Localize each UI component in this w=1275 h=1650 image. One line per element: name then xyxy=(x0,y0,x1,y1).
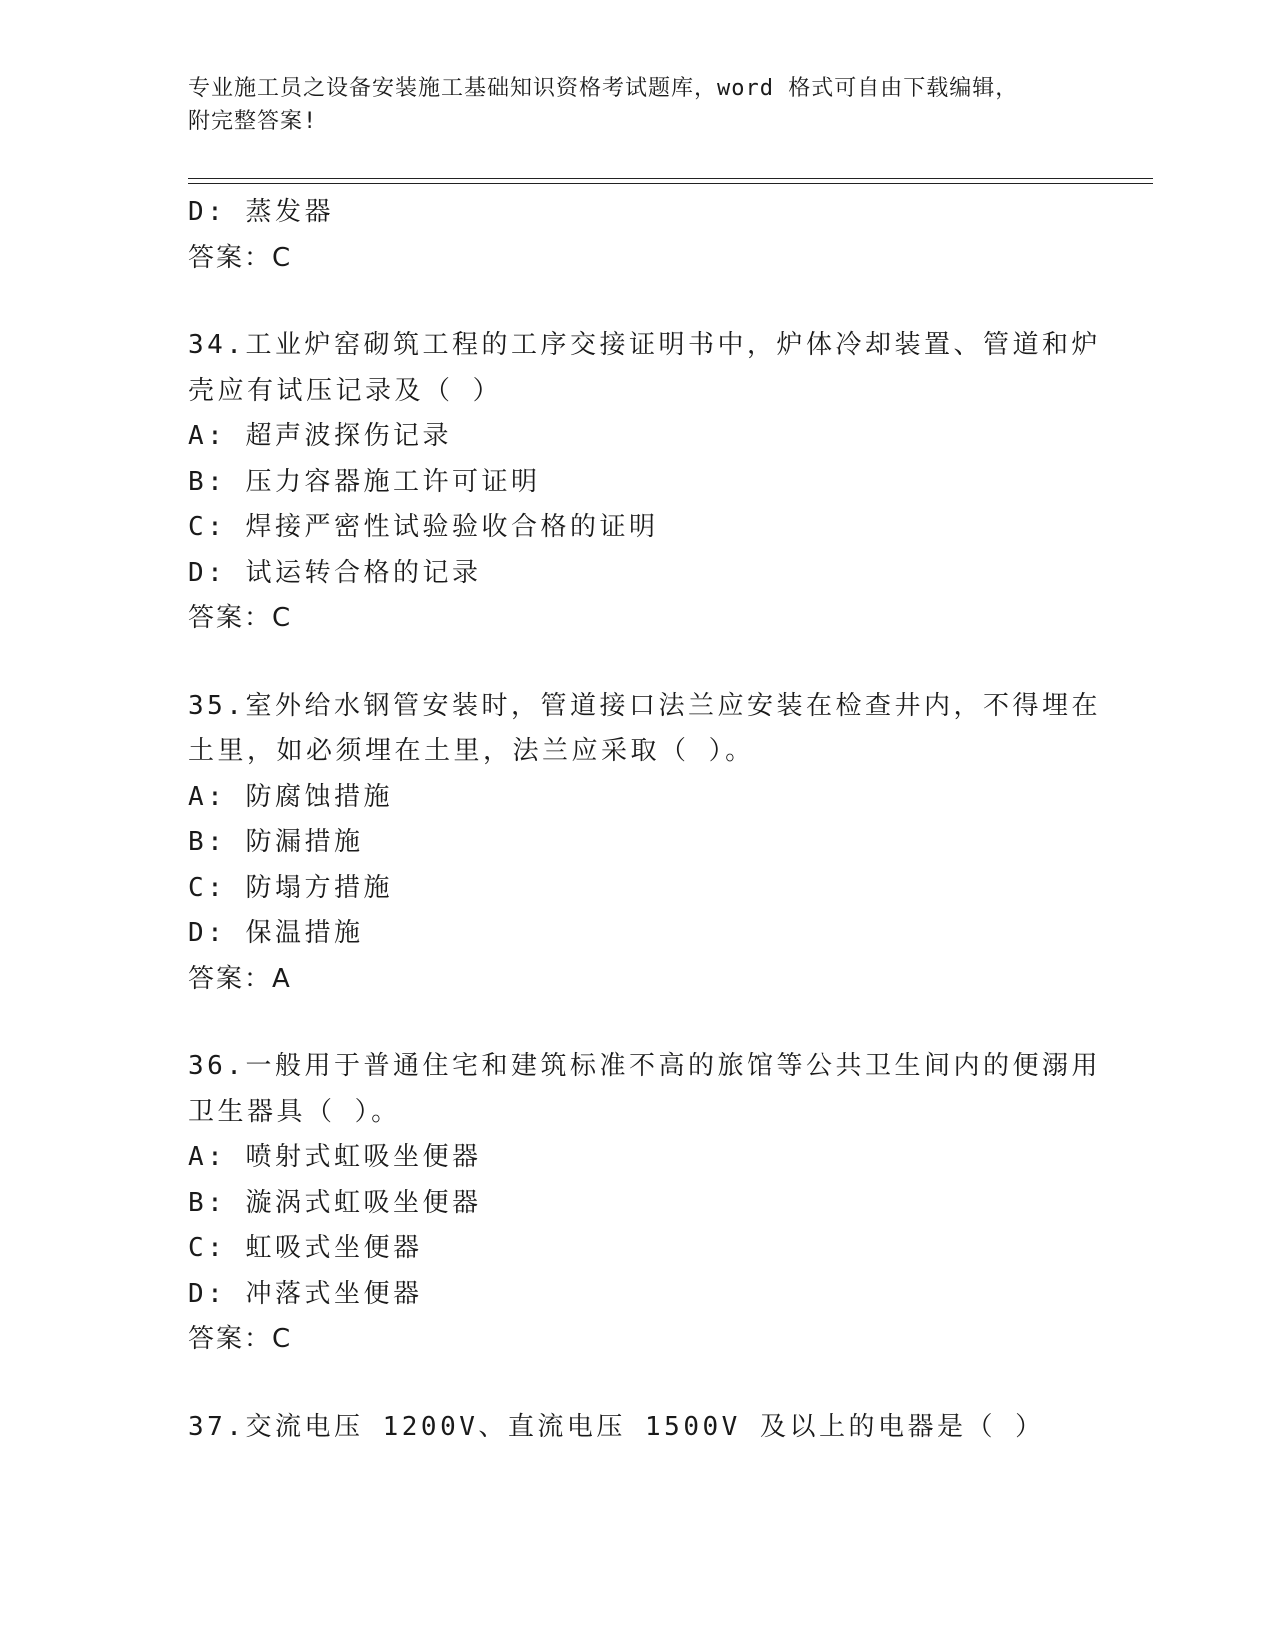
question-36 xyxy=(188,1044,1101,1363)
option-a: A: 防腐蚀措施 xyxy=(188,781,393,812)
answer: 答案：C xyxy=(188,242,293,273)
question-text-line-1: 35.室外给水钢管安装时，管道接口法兰应安装在检查井内，不得埋在 xyxy=(188,690,1101,721)
option-a: A: 喷射式虹吸坐便器 xyxy=(188,1142,482,1172)
option-c: C: 焊接严密性试验验收合格的证明 xyxy=(188,512,659,542)
header-divider-bottom xyxy=(188,183,1153,184)
option-b: B: 漩涡式虹吸坐便器 xyxy=(188,1187,482,1218)
header-title-line-2: 附完整答案! xyxy=(188,109,318,134)
header-divider-top xyxy=(188,178,1153,179)
option-d: D: 保温措施 xyxy=(188,918,364,948)
question-content xyxy=(188,190,1101,1450)
question-text-line-1: 37.交流电压 1200V、直流电压 1500V 及以上的电器是（ ） xyxy=(188,1411,1045,1442)
question-37 xyxy=(188,1405,1088,1451)
header-title-line-1: 专业施工员之设备安装施工基础知识资格考试题库，word 格式可自由下载编辑， xyxy=(188,76,1019,101)
question-text-line-2: 卫生器具（ ）。 xyxy=(188,1096,401,1127)
answer: 答案：C xyxy=(188,1324,293,1354)
option-d: D: 冲落式坐便器 xyxy=(188,1278,423,1309)
question-text-line-2: 土里，如必须埋在土里，法兰应采取（ ）。 xyxy=(188,736,755,766)
answer: 答案：A xyxy=(188,963,292,994)
option-b: B: 防漏措施 xyxy=(188,827,364,857)
option-a: A: 超声波探伤记录 xyxy=(188,421,452,451)
question-text-line-2: 壳应有试压记录及（ ） xyxy=(188,375,503,406)
option-c: C: 虹吸式坐便器 xyxy=(188,1233,423,1263)
option-b: B: 压力容器施工许可证明 xyxy=(188,466,541,497)
document-header xyxy=(188,72,1088,138)
question-text-line-1: 36.一般用于普通住宅和建筑标准不高的旅馆等公共卫生间内的便溺用 xyxy=(188,1051,1101,1081)
option-d: D: 试运转合格的记录 xyxy=(188,557,482,588)
question-34 xyxy=(188,323,1101,642)
question-text-line-1: 34.工业炉窑砌筑工程的工序交接证明书中，炉体冷却装置、管道和炉 xyxy=(188,330,1101,360)
question-35 xyxy=(188,684,1101,1003)
option-c: C: 防塌方措施 xyxy=(188,872,393,903)
option-d: D: 蒸发器 xyxy=(188,197,334,227)
answer: 答案：C xyxy=(188,603,293,633)
